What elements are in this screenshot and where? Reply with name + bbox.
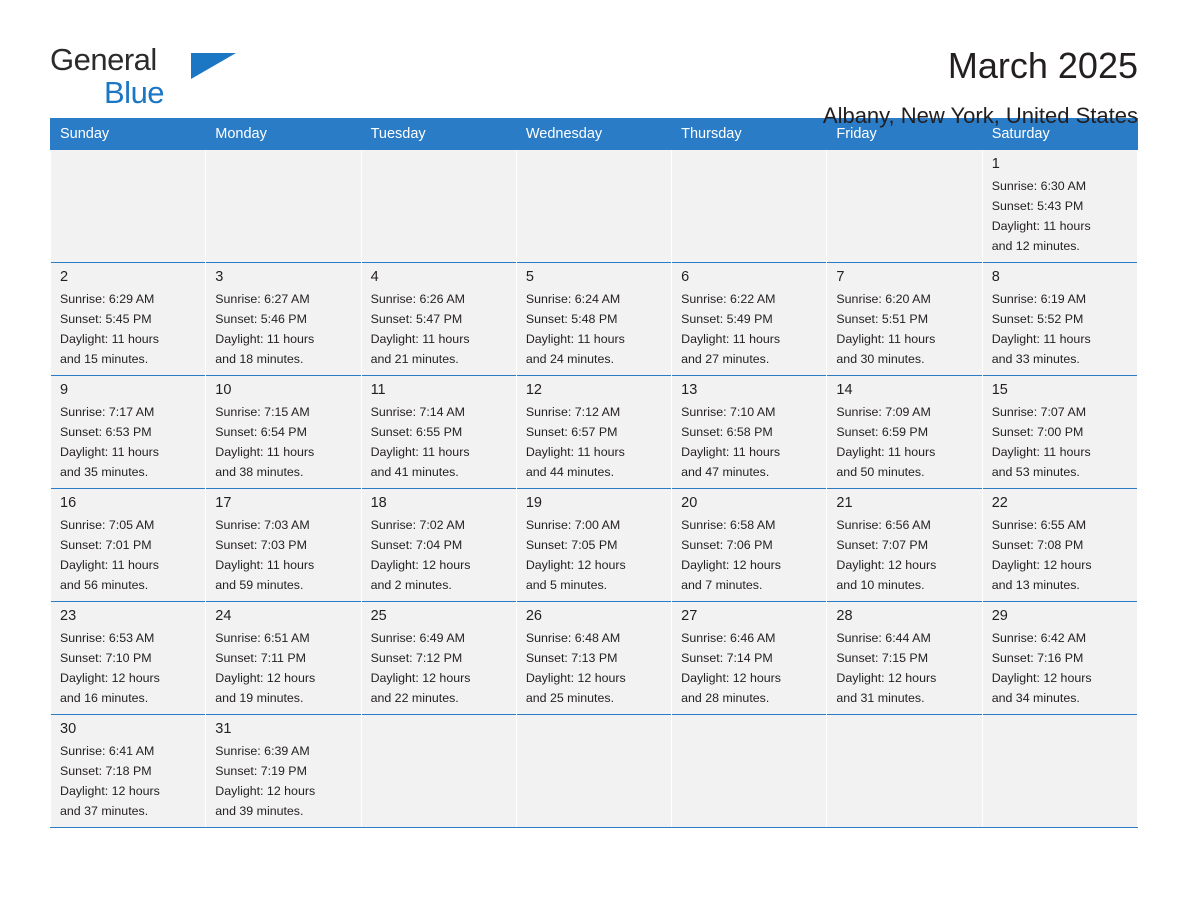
day-info-line: Sunset: 5:52 PM bbox=[991, 312, 1084, 326]
day-info-line: Daylight: 11 hours bbox=[215, 332, 315, 346]
day-sun-info bbox=[371, 515, 508, 595]
day-number: 17 bbox=[215, 495, 232, 511]
day-sun-info bbox=[60, 741, 197, 821]
day-info-line: and 19 minutes. bbox=[215, 691, 304, 705]
calendar-body bbox=[51, 150, 1138, 828]
day-number: 23 bbox=[60, 608, 77, 624]
calendar-cell-content bbox=[827, 489, 981, 601]
day-info-line: Daylight: 12 hours bbox=[681, 671, 781, 685]
day-info-line: and 25 minutes. bbox=[525, 691, 615, 705]
day-number: 11 bbox=[370, 382, 386, 398]
weekday-header-sunday: Sunday bbox=[51, 119, 206, 150]
day-info-line: Sunrise: 6:55 AM bbox=[991, 518, 1087, 532]
day-number: 4 bbox=[370, 269, 379, 285]
day-number: 10 bbox=[215, 382, 232, 398]
day-info-line: Sunset: 7:15 PM bbox=[836, 651, 929, 665]
calendar-day-cell[interactable] bbox=[982, 376, 1137, 489]
calendar-week-row bbox=[51, 489, 1138, 602]
day-info-line: Daylight: 12 hours bbox=[525, 671, 626, 685]
day-number: 13 bbox=[681, 382, 698, 398]
calendar-day-cell[interactable] bbox=[51, 263, 206, 376]
day-info-line: Sunrise: 7:10 AM bbox=[681, 405, 776, 419]
calendar-cell-content bbox=[51, 376, 205, 488]
day-info-line: Sunrise: 6:58 AM bbox=[681, 518, 776, 532]
day-info-line: and 31 minutes. bbox=[836, 691, 925, 705]
day-info-line: Sunrise: 7:00 AM bbox=[525, 518, 621, 532]
day-info-line: Sunrise: 6:42 AM bbox=[991, 631, 1087, 645]
calendar-day-cell[interactable] bbox=[672, 489, 827, 602]
day-number: 26 bbox=[525, 608, 542, 624]
day-info-line: Sunrise: 7:02 AM bbox=[370, 518, 465, 532]
day-info-line: Daylight: 11 hours bbox=[60, 445, 159, 459]
logo-text-general: General bbox=[50, 42, 157, 77]
day-info-line: Daylight: 11 hours bbox=[991, 332, 1091, 346]
calendar-day-cell[interactable] bbox=[206, 602, 361, 715]
calendar-cell-content bbox=[672, 376, 826, 488]
day-info-line: and 28 minutes. bbox=[681, 691, 770, 705]
day-info-line: Sunrise: 7:15 AM bbox=[215, 405, 310, 419]
calendar-cell-empty bbox=[827, 150, 982, 263]
day-info-line: Daylight: 11 hours bbox=[525, 445, 625, 459]
calendar-week-row bbox=[51, 602, 1138, 715]
day-sun-info bbox=[60, 628, 197, 708]
calendar-day-cell[interactable] bbox=[361, 263, 516, 376]
calendar-cell-content bbox=[672, 602, 826, 714]
day-info-line: and 10 minutes. bbox=[836, 578, 925, 592]
day-info-line: Sunset: 7:11 PM bbox=[215, 651, 306, 665]
day-sun-info bbox=[215, 515, 352, 595]
day-info-line: Sunrise: 6:46 AM bbox=[681, 631, 776, 645]
day-info-line: Daylight: 12 hours bbox=[525, 558, 626, 572]
calendar-cell-empty bbox=[361, 715, 516, 828]
calendar-cell-content bbox=[983, 150, 1137, 262]
day-info-line: Sunset: 5:49 PM bbox=[681, 312, 773, 326]
day-sun-info bbox=[836, 402, 973, 482]
day-info-line: and 39 minutes. bbox=[215, 804, 304, 818]
calendar-day-cell[interactable] bbox=[516, 263, 671, 376]
weekday-header-tuesday: Tuesday bbox=[361, 119, 516, 150]
calendar-day-cell[interactable] bbox=[361, 376, 516, 489]
day-info-line: and 50 minutes. bbox=[836, 465, 925, 479]
day-info-line: Sunrise: 7:14 AM bbox=[370, 405, 465, 419]
calendar-cell-content bbox=[362, 376, 516, 488]
day-info-line: Daylight: 11 hours bbox=[991, 445, 1091, 459]
day-info-line: Sunrise: 6:39 AM bbox=[215, 744, 310, 758]
calendar-day-cell[interactable] bbox=[672, 602, 827, 715]
calendar-cell-content bbox=[517, 489, 671, 601]
day-info-line: and 24 minutes. bbox=[525, 352, 615, 366]
day-info-line: Sunset: 6:55 PM bbox=[370, 425, 463, 439]
calendar-cell-content bbox=[206, 263, 360, 375]
calendar-cell-content bbox=[362, 263, 516, 375]
day-info-line: Daylight: 12 hours bbox=[60, 671, 160, 685]
calendar-cell-content bbox=[672, 150, 826, 262]
day-sun-info bbox=[60, 515, 197, 595]
day-info-line: Sunset: 5:45 PM bbox=[60, 312, 152, 326]
day-info-line: Daylight: 11 hours bbox=[681, 332, 781, 346]
day-info-line: and 21 minutes. bbox=[370, 352, 459, 366]
weekday-header-wednesday: Wednesday bbox=[516, 119, 671, 150]
day-sun-info bbox=[836, 289, 973, 369]
day-info-line: Sunset: 7:18 PM bbox=[60, 764, 152, 778]
weekday-header-thursday: Thursday bbox=[672, 119, 827, 150]
day-sun-info bbox=[215, 289, 352, 369]
day-info-line: Sunrise: 6:24 AM bbox=[525, 292, 621, 306]
day-info-line: Sunrise: 6:20 AM bbox=[836, 292, 931, 306]
day-info-line: Daylight: 12 hours bbox=[991, 671, 1092, 685]
day-sun-info bbox=[526, 402, 663, 482]
calendar-day-cell[interactable] bbox=[206, 489, 361, 602]
day-number: 27 bbox=[681, 608, 698, 624]
day-info-line: and 22 minutes. bbox=[370, 691, 459, 705]
calendar-day-cell[interactable] bbox=[982, 602, 1137, 715]
calendar-day-cell[interactable] bbox=[206, 715, 361, 828]
calendar-cell-empty bbox=[672, 150, 827, 263]
calendar-cell-empty bbox=[827, 715, 982, 828]
calendar-cell-content bbox=[517, 263, 671, 375]
day-info-line: and 41 minutes. bbox=[370, 465, 459, 479]
calendar-cell-content bbox=[362, 150, 516, 262]
calendar-cell-content bbox=[362, 715, 516, 827]
calendar-cell-content bbox=[983, 489, 1137, 601]
day-sun-info bbox=[526, 515, 663, 595]
logo-triangle-icon bbox=[191, 53, 236, 79]
day-number: 14 bbox=[836, 382, 853, 398]
calendar-cell-content bbox=[827, 376, 981, 488]
day-info-line: Sunset: 7:03 PM bbox=[215, 538, 307, 552]
day-info-line: and 38 minutes. bbox=[215, 465, 304, 479]
day-info-line: and 2 minutes. bbox=[370, 578, 452, 592]
calendar-week-row bbox=[51, 150, 1138, 263]
day-info-line: Sunset: 7:05 PM bbox=[525, 538, 618, 552]
calendar-cell-empty bbox=[206, 150, 361, 263]
day-info-line: Sunset: 5:51 PM bbox=[836, 312, 929, 326]
day-sun-info bbox=[60, 289, 197, 369]
day-info-line: and 7 minutes. bbox=[681, 578, 763, 592]
calendar-day-cell[interactable] bbox=[206, 263, 361, 376]
day-info-line: and 37 minutes. bbox=[60, 804, 149, 818]
day-info-line: Daylight: 12 hours bbox=[991, 558, 1092, 572]
calendar-cell-content bbox=[362, 602, 516, 714]
day-sun-info bbox=[992, 628, 1129, 708]
calendar-day-cell[interactable] bbox=[982, 150, 1137, 263]
day-number: 30 bbox=[60, 721, 77, 737]
calendar-cell-empty bbox=[516, 150, 671, 263]
day-info-line: Sunrise: 6:56 AM bbox=[836, 518, 931, 532]
day-info-line: and 13 minutes. bbox=[991, 578, 1080, 592]
day-number: 16 bbox=[60, 495, 77, 511]
calendar-cell-content bbox=[206, 150, 360, 262]
day-info-line: and 34 minutes. bbox=[991, 691, 1080, 705]
day-info-line: Sunset: 5:43 PM bbox=[991, 199, 1084, 213]
day-sun-info bbox=[215, 402, 352, 482]
day-info-line: Daylight: 12 hours bbox=[370, 671, 471, 685]
day-info-line: and 53 minutes. bbox=[991, 465, 1080, 479]
day-info-line: Sunset: 5:47 PM bbox=[370, 312, 463, 326]
day-info-line: Sunrise: 6:53 AM bbox=[60, 631, 155, 645]
day-info-line: Sunset: 7:07 PM bbox=[836, 538, 929, 552]
weekday-header-monday: Monday bbox=[206, 119, 361, 150]
day-info-line: Sunset: 7:19 PM bbox=[215, 764, 307, 778]
calendar-day-cell[interactable] bbox=[51, 602, 206, 715]
day-info-line: Sunrise: 6:19 AM bbox=[991, 292, 1087, 306]
day-number: 24 bbox=[215, 608, 232, 624]
day-info-line: Daylight: 11 hours bbox=[370, 445, 470, 459]
day-number: 29 bbox=[991, 608, 1008, 624]
day-info-line: Sunrise: 6:29 AM bbox=[60, 292, 155, 306]
day-number: 2 bbox=[60, 269, 69, 285]
day-info-line: and 33 minutes. bbox=[991, 352, 1080, 366]
day-number: 1 bbox=[991, 156, 1000, 172]
day-info-line: Sunset: 7:00 PM bbox=[991, 425, 1084, 439]
day-info-line: Sunset: 6:57 PM bbox=[525, 425, 618, 439]
day-info-line: Daylight: 12 hours bbox=[215, 671, 316, 685]
calendar-day-cell[interactable] bbox=[361, 602, 516, 715]
day-info-line: Daylight: 11 hours bbox=[370, 332, 470, 346]
logo-text-blue: Blue bbox=[104, 75, 165, 110]
day-sun-info bbox=[526, 628, 663, 708]
calendar-cell-content bbox=[206, 715, 360, 827]
day-sun-info bbox=[215, 741, 352, 821]
weekday-header-saturday: Saturday bbox=[982, 119, 1137, 150]
calendar-day-cell[interactable] bbox=[206, 376, 361, 489]
day-sun-info bbox=[371, 628, 508, 708]
calendar-day-cell[interactable] bbox=[361, 489, 516, 602]
day-number: 18 bbox=[370, 495, 387, 511]
day-info-line: Sunrise: 7:03 AM bbox=[215, 518, 310, 532]
day-info-line: Sunset: 7:10 PM bbox=[60, 651, 152, 665]
day-info-line: Sunrise: 6:48 AM bbox=[525, 631, 621, 645]
calendar-day-cell[interactable] bbox=[51, 376, 206, 489]
page-title: March 2025 bbox=[947, 45, 1138, 86]
day-number: 3 bbox=[215, 269, 224, 285]
day-info-line: and 35 minutes. bbox=[60, 465, 149, 479]
calendar-cell-content bbox=[362, 489, 516, 601]
day-sun-info bbox=[371, 402, 508, 482]
general-blue-logo bbox=[50, 44, 250, 110]
calendar-day-cell[interactable] bbox=[516, 376, 671, 489]
day-info-line: Sunset: 5:48 PM bbox=[525, 312, 618, 326]
calendar-cell-content bbox=[51, 150, 205, 262]
page-subtitle: Albany, New York, United States bbox=[822, 102, 1138, 128]
calendar-cell-empty bbox=[51, 150, 206, 263]
day-info-line: Daylight: 12 hours bbox=[370, 558, 471, 572]
calendar-cell-content bbox=[206, 376, 360, 488]
calendar-cell-content bbox=[983, 263, 1137, 375]
calendar-table bbox=[50, 118, 1138, 828]
calendar-cell-content bbox=[51, 715, 205, 827]
calendar-week-row bbox=[51, 263, 1138, 376]
day-info-line: and 47 minutes. bbox=[681, 465, 770, 479]
calendar-day-cell[interactable] bbox=[827, 602, 982, 715]
day-number: 20 bbox=[681, 495, 698, 511]
calendar-cell-content bbox=[983, 602, 1137, 714]
title-block bbox=[823, 44, 1138, 128]
day-sun-info bbox=[681, 402, 818, 482]
calendar-cell-content bbox=[672, 263, 826, 375]
calendar-cell-content bbox=[517, 150, 671, 262]
day-info-line: Daylight: 12 hours bbox=[836, 671, 937, 685]
calendar-day-cell[interactable] bbox=[516, 602, 671, 715]
calendar-cell-empty bbox=[982, 715, 1137, 828]
calendar-cell-empty bbox=[361, 150, 516, 263]
day-info-line: Daylight: 12 hours bbox=[836, 558, 937, 572]
day-info-line: Sunrise: 6:22 AM bbox=[681, 292, 776, 306]
day-info-line: and 12 minutes. bbox=[991, 239, 1080, 253]
day-info-line: Sunrise: 6:26 AM bbox=[370, 292, 465, 306]
calendar-cell-content bbox=[517, 715, 671, 827]
day-number: 5 bbox=[525, 269, 534, 285]
day-info-line: and 56 minutes. bbox=[60, 578, 149, 592]
calendar-cell-content bbox=[983, 376, 1137, 488]
day-info-line: Sunset: 7:04 PM bbox=[370, 538, 463, 552]
calendar-day-cell[interactable] bbox=[51, 715, 206, 828]
day-info-line: and 27 minutes. bbox=[681, 352, 770, 366]
day-info-line: Daylight: 11 hours bbox=[681, 445, 781, 459]
calendar-cell-empty bbox=[672, 715, 827, 828]
day-number: 31 bbox=[215, 721, 232, 737]
calendar-day-cell[interactable] bbox=[672, 263, 827, 376]
day-number: 25 bbox=[370, 608, 387, 624]
day-info-line: Sunset: 6:59 PM bbox=[836, 425, 929, 439]
day-number: 21 bbox=[836, 495, 853, 511]
day-number: 6 bbox=[681, 269, 690, 285]
day-sun-info bbox=[992, 289, 1129, 369]
day-number: 28 bbox=[836, 608, 853, 624]
calendar-cell-content bbox=[51, 489, 205, 601]
day-info-line: Sunrise: 7:17 AM bbox=[60, 405, 155, 419]
day-info-line: Sunset: 7:06 PM bbox=[681, 538, 773, 552]
day-info-line: Daylight: 12 hours bbox=[681, 558, 781, 572]
day-sun-info bbox=[681, 289, 818, 369]
calendar-cell-content bbox=[827, 150, 981, 262]
calendar-cell-empty bbox=[516, 715, 671, 828]
calendar-day-cell[interactable] bbox=[672, 376, 827, 489]
calendar-week-row bbox=[51, 376, 1138, 489]
day-sun-info bbox=[681, 515, 818, 595]
calendar-cell-content bbox=[517, 602, 671, 714]
day-sun-info bbox=[992, 176, 1129, 256]
day-sun-info bbox=[371, 289, 508, 369]
calendar-day-cell[interactable] bbox=[982, 489, 1137, 602]
calendar-cell-content bbox=[517, 376, 671, 488]
day-info-line: Daylight: 11 hours bbox=[215, 445, 315, 459]
day-info-line: Sunset: 7:13 PM bbox=[525, 651, 618, 665]
day-info-line: Sunrise: 6:41 AM bbox=[60, 744, 155, 758]
day-number: 8 bbox=[991, 269, 1000, 285]
day-info-line: and 59 minutes. bbox=[215, 578, 304, 592]
calendar-day-cell[interactable] bbox=[982, 263, 1137, 376]
day-info-line: and 30 minutes. bbox=[836, 352, 925, 366]
day-sun-info bbox=[836, 628, 973, 708]
calendar-day-cell[interactable] bbox=[827, 489, 982, 602]
calendar-day-cell[interactable] bbox=[827, 263, 982, 376]
day-number: 19 bbox=[525, 495, 542, 511]
day-number: 9 bbox=[60, 382, 69, 398]
day-info-line: and 15 minutes. bbox=[60, 352, 149, 366]
day-info-line: Sunset: 7:14 PM bbox=[681, 651, 773, 665]
day-info-line: and 18 minutes. bbox=[215, 352, 304, 366]
day-info-line: and 5 minutes. bbox=[525, 578, 608, 592]
day-info-line: Sunset: 7:12 PM bbox=[370, 651, 463, 665]
day-info-line: Sunrise: 7:07 AM bbox=[991, 405, 1087, 419]
day-info-line: Sunset: 5:46 PM bbox=[215, 312, 307, 326]
day-info-line: Daylight: 11 hours bbox=[836, 332, 936, 346]
day-sun-info bbox=[526, 289, 663, 369]
calendar-day-cell[interactable] bbox=[827, 376, 982, 489]
calendar-cell-content bbox=[827, 263, 981, 375]
day-info-line: Sunrise: 6:51 AM bbox=[215, 631, 310, 645]
day-info-line: Sunset: 6:58 PM bbox=[681, 425, 773, 439]
calendar-cell-content bbox=[206, 602, 360, 714]
day-info-line: Daylight: 11 hours bbox=[836, 445, 936, 459]
calendar-day-cell[interactable] bbox=[51, 489, 206, 602]
day-sun-info bbox=[992, 402, 1129, 482]
day-info-line: Sunrise: 6:44 AM bbox=[836, 631, 931, 645]
day-info-line: and 44 minutes. bbox=[525, 465, 615, 479]
day-info-line: Sunset: 6:54 PM bbox=[215, 425, 307, 439]
day-sun-info bbox=[992, 515, 1129, 595]
calendar-cell-content bbox=[827, 715, 981, 827]
calendar-day-cell[interactable] bbox=[516, 489, 671, 602]
day-info-line: Daylight: 11 hours bbox=[60, 558, 159, 572]
day-info-line: Sunrise: 6:49 AM bbox=[370, 631, 465, 645]
day-sun-info bbox=[215, 628, 352, 708]
calendar-cell-content bbox=[51, 602, 205, 714]
day-info-line: Daylight: 11 hours bbox=[60, 332, 159, 346]
day-sun-info bbox=[60, 402, 197, 482]
calendar-cell-content bbox=[51, 263, 205, 375]
day-info-line: and 16 minutes. bbox=[60, 691, 149, 705]
day-number: 22 bbox=[991, 495, 1008, 511]
day-info-line: Daylight: 11 hours bbox=[215, 558, 315, 572]
day-sun-info bbox=[836, 515, 973, 595]
day-info-line: Sunrise: 7:09 AM bbox=[836, 405, 931, 419]
calendar-cell-content bbox=[983, 715, 1137, 827]
day-info-line: Sunset: 7:08 PM bbox=[991, 538, 1084, 552]
calendar-cell-content bbox=[206, 489, 360, 601]
page-header bbox=[50, 0, 1138, 128]
day-info-line: Sunrise: 7:12 AM bbox=[525, 405, 621, 419]
day-info-line: Sunset: 7:16 PM bbox=[991, 651, 1084, 665]
calendar-week-row bbox=[51, 715, 1138, 828]
day-number: 12 bbox=[525, 382, 542, 398]
day-number: 15 bbox=[991, 382, 1008, 398]
day-number: 7 bbox=[836, 269, 845, 285]
day-info-line: Sunrise: 7:05 AM bbox=[60, 518, 155, 532]
calendar-cell-content bbox=[672, 489, 826, 601]
day-info-line: Sunset: 6:53 PM bbox=[60, 425, 152, 439]
calendar-cell-content bbox=[827, 602, 981, 714]
day-info-line: Sunrise: 6:27 AM bbox=[215, 292, 310, 306]
day-info-line: Daylight: 11 hours bbox=[991, 219, 1091, 233]
day-info-line: Daylight: 12 hours bbox=[60, 784, 160, 798]
day-info-line: Sunrise: 6:30 AM bbox=[991, 179, 1087, 193]
calendar-cell-content bbox=[672, 715, 826, 827]
day-sun-info bbox=[681, 628, 818, 708]
day-info-line: Daylight: 11 hours bbox=[525, 332, 625, 346]
day-info-line: Daylight: 12 hours bbox=[215, 784, 316, 798]
day-info-line: Sunset: 7:01 PM bbox=[60, 538, 152, 552]
weekday-header-friday: Friday bbox=[827, 119, 982, 150]
